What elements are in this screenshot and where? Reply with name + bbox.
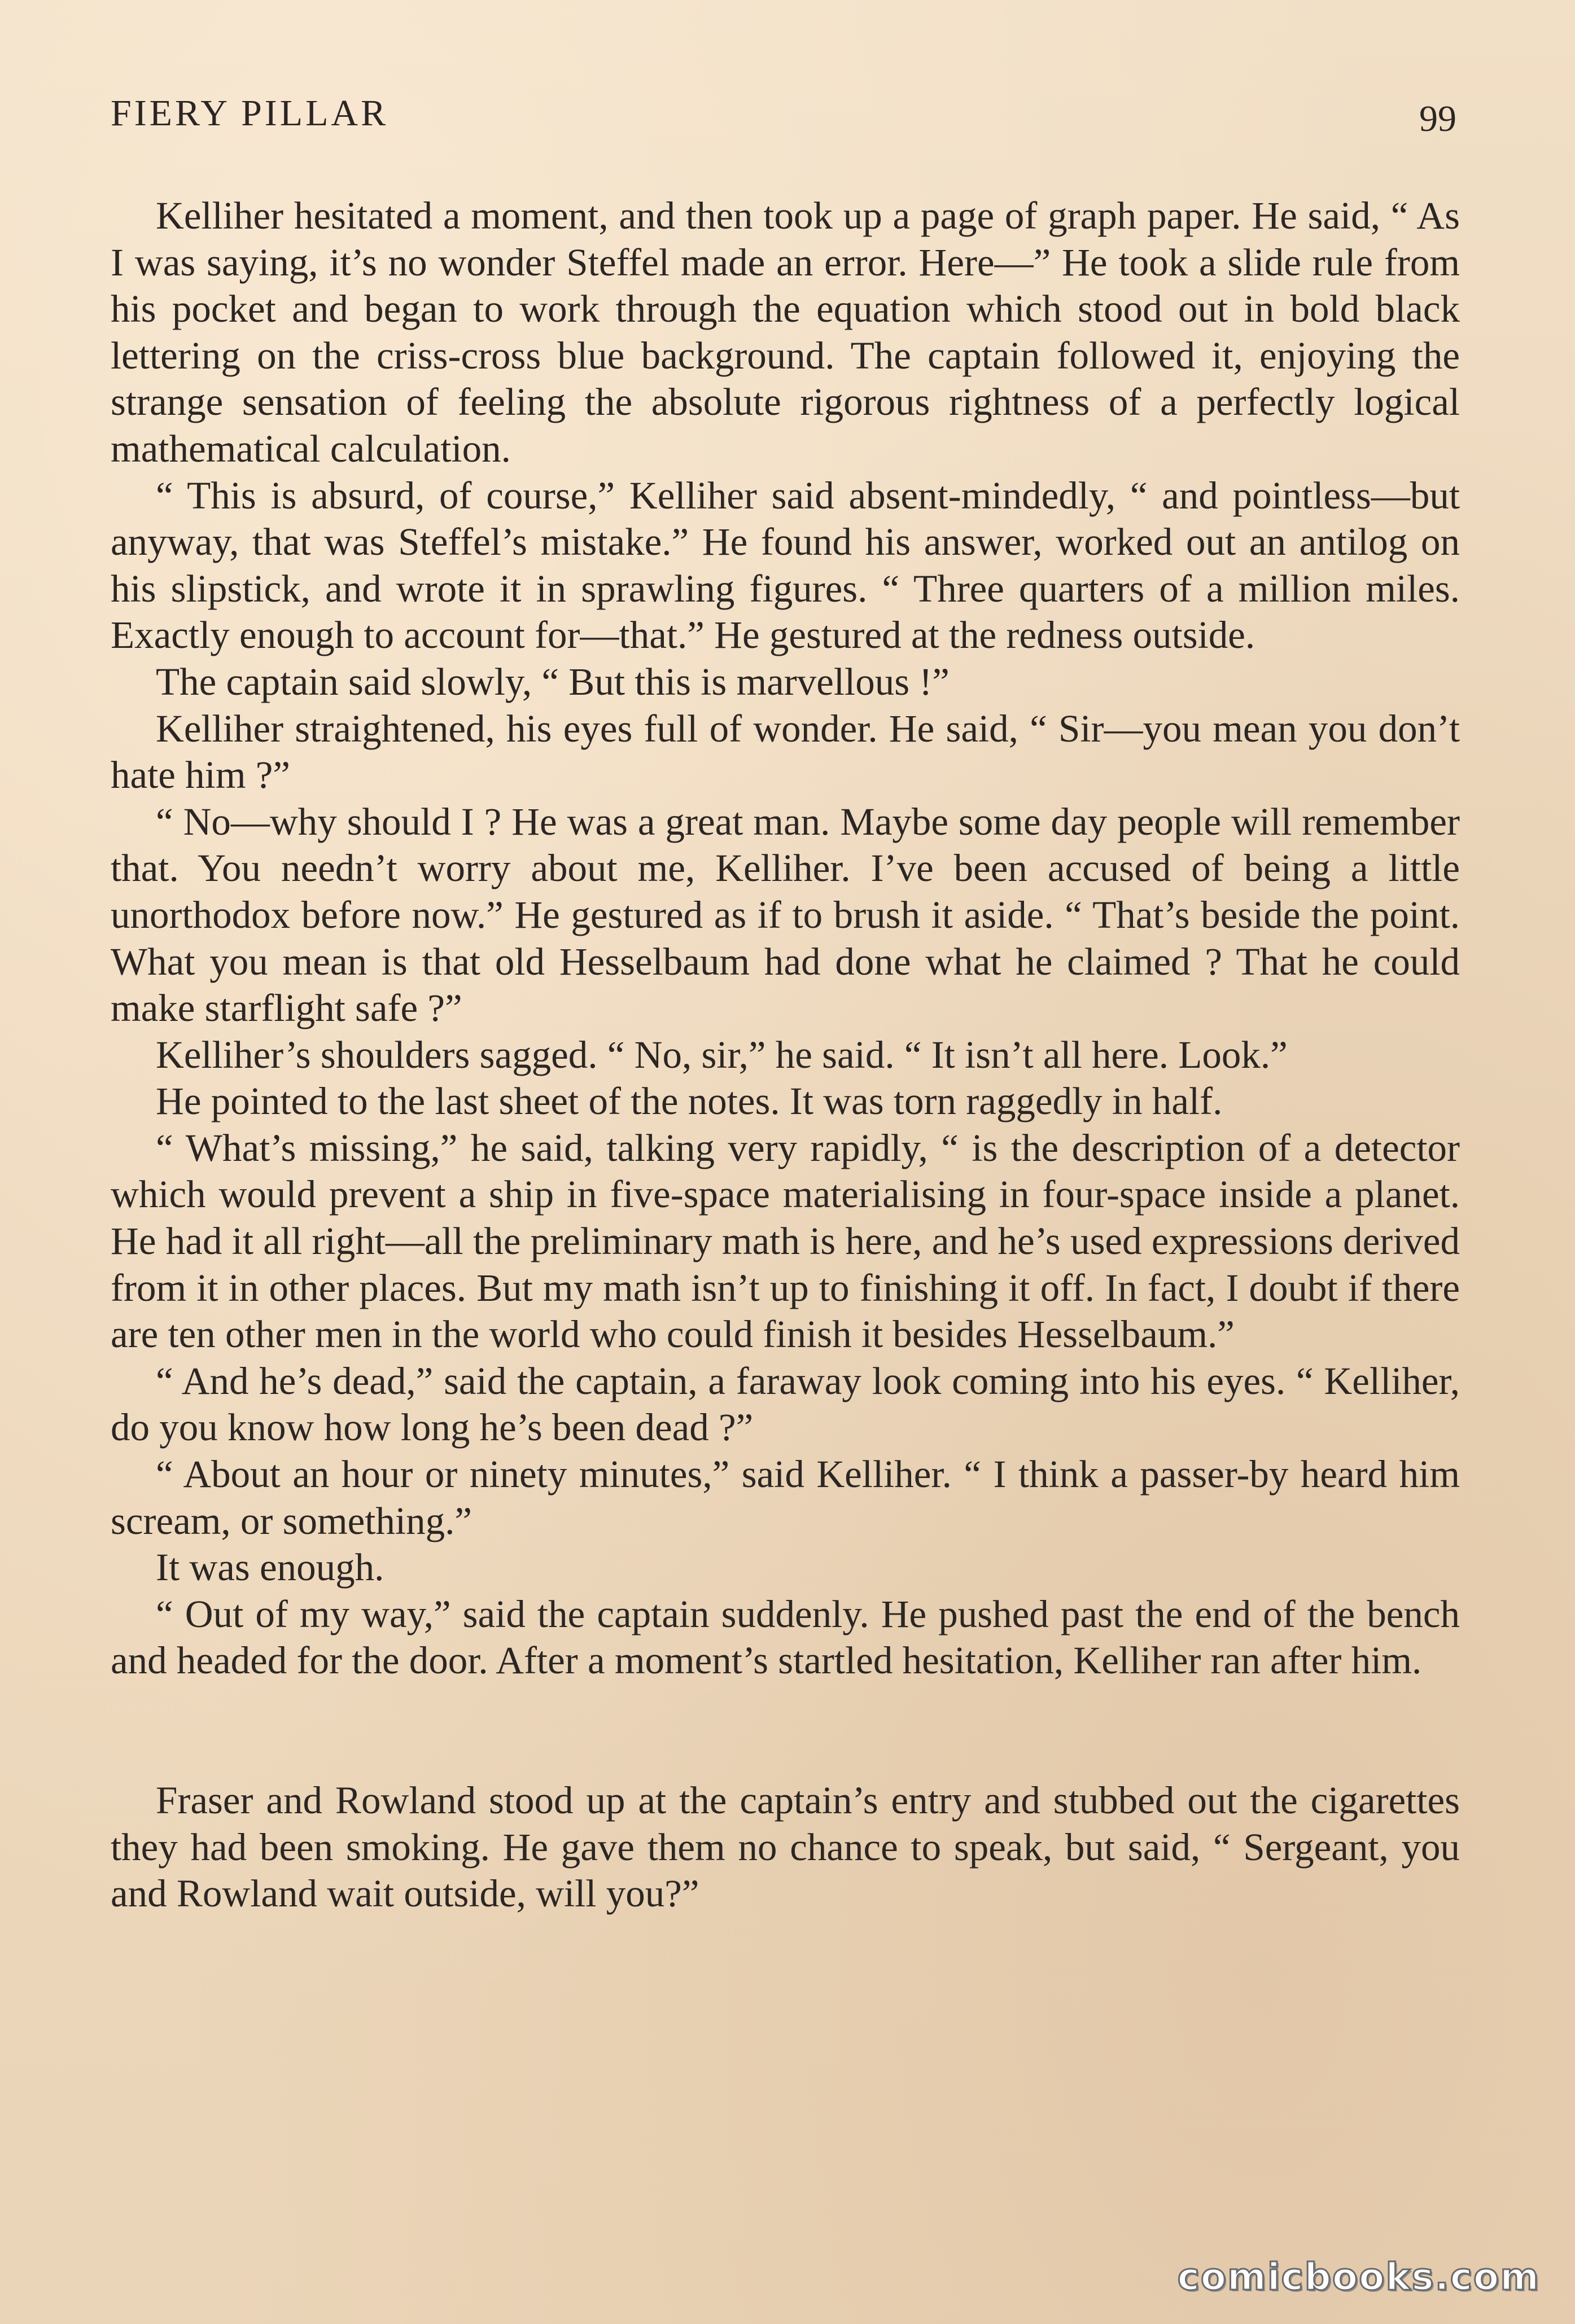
running-title: FIERY PILLAR bbox=[111, 93, 389, 134]
paragraph: Kelliher hesitated a moment, and then took up a page of graph paper. He said, “ As I was saying, it’s no wonder Steffel made an error. Here—” He took a slide rule from his pocket and began to work through the equation which stood out in bold black lettering on the criss-cross blue background. The captain followed it, enjoying the strange sensation of feeling the absolute rigorous rightness of a perfectly logical mathematical calculation. bbox=[111, 194, 1460, 470]
paragraph: “ About an hour or ninety minutes,” said Kelliher. “ I think a passer-by heard him scream, or something.” bbox=[111, 1453, 1460, 1542]
body-text bbox=[111, 192, 1460, 1917]
paragraph: The captain said slowly, “ But this is marvellous !” bbox=[156, 660, 950, 703]
page-number: 99 bbox=[1419, 98, 1456, 139]
paragraph: “ And he’s dead,” said the captain, a faraway look coming into his eyes. “ Kelliher, do you know how long he’s been dead ?” bbox=[111, 1359, 1460, 1449]
paragraph: It was enough. bbox=[156, 1546, 384, 1589]
paragraph: He pointed to the last sheet of the notes. It was torn raggedly in half. bbox=[156, 1080, 1223, 1123]
paragraph: Kelliher’s shoulders sagged. “ No, sir,” he said. “ It isn’t all here. Look.” bbox=[156, 1033, 1288, 1076]
paragraph: “ No—why should I ? He was a great man. Maybe some day people will remember that. You needn’t worry about me, Kelliher. I’ve been accused of being a little unorthodox before now.” He gestured as if to brush it aside. “ That’s beside the point. What you mean is that old Hesselbaum had done what he claimed ? That he could make starflight safe ?” bbox=[111, 800, 1460, 1030]
paragraph: “ Out of my way,” said the captain suddenly. He pushed past the end of the bench and headed for the door. After a moment’s startled hesitation, Kelliher ran after him. bbox=[111, 1592, 1460, 1682]
paragraph: Fraser and Rowland stood up at the captain’s entry and stubbed out the cigarettes they had been smoking. He gave them no chance to speak, but said, “ Sergeant, you and Rowland wait outside, will you?” bbox=[111, 1779, 1460, 1915]
watermark: comicbooks.com bbox=[1177, 2255, 1540, 2299]
paragraph: “ This is absurd, of course,” Kelliher said absent-mindedly, “ and pointless—but anyway, that was Steffel’s mistake.” He found his answer, worked out an antilog on his slipstick, and wrote it in sprawling figures. “ Three quarters of a million miles. Exactly enough to account for—that.” He gestured at the redness outside. bbox=[111, 473, 1460, 657]
paragraph: “ What’s missing,” he said, talking very rapidly, “ is the description of a detector which would prevent a ship in five-space materialising in four-space inside a planet. He had it all right—all the preliminary math is here, and he’s used expressions derived from it in other places. But my math isn’t up to finishing it off. In fact, I doubt if there are ten other men in the world who could finish it besides Hesselbaum.” bbox=[111, 1126, 1460, 1356]
paragraph: Kelliher straightened, his eyes full of wonder. He said, “ Sir—you mean you don’t hate him ?” bbox=[111, 707, 1460, 797]
